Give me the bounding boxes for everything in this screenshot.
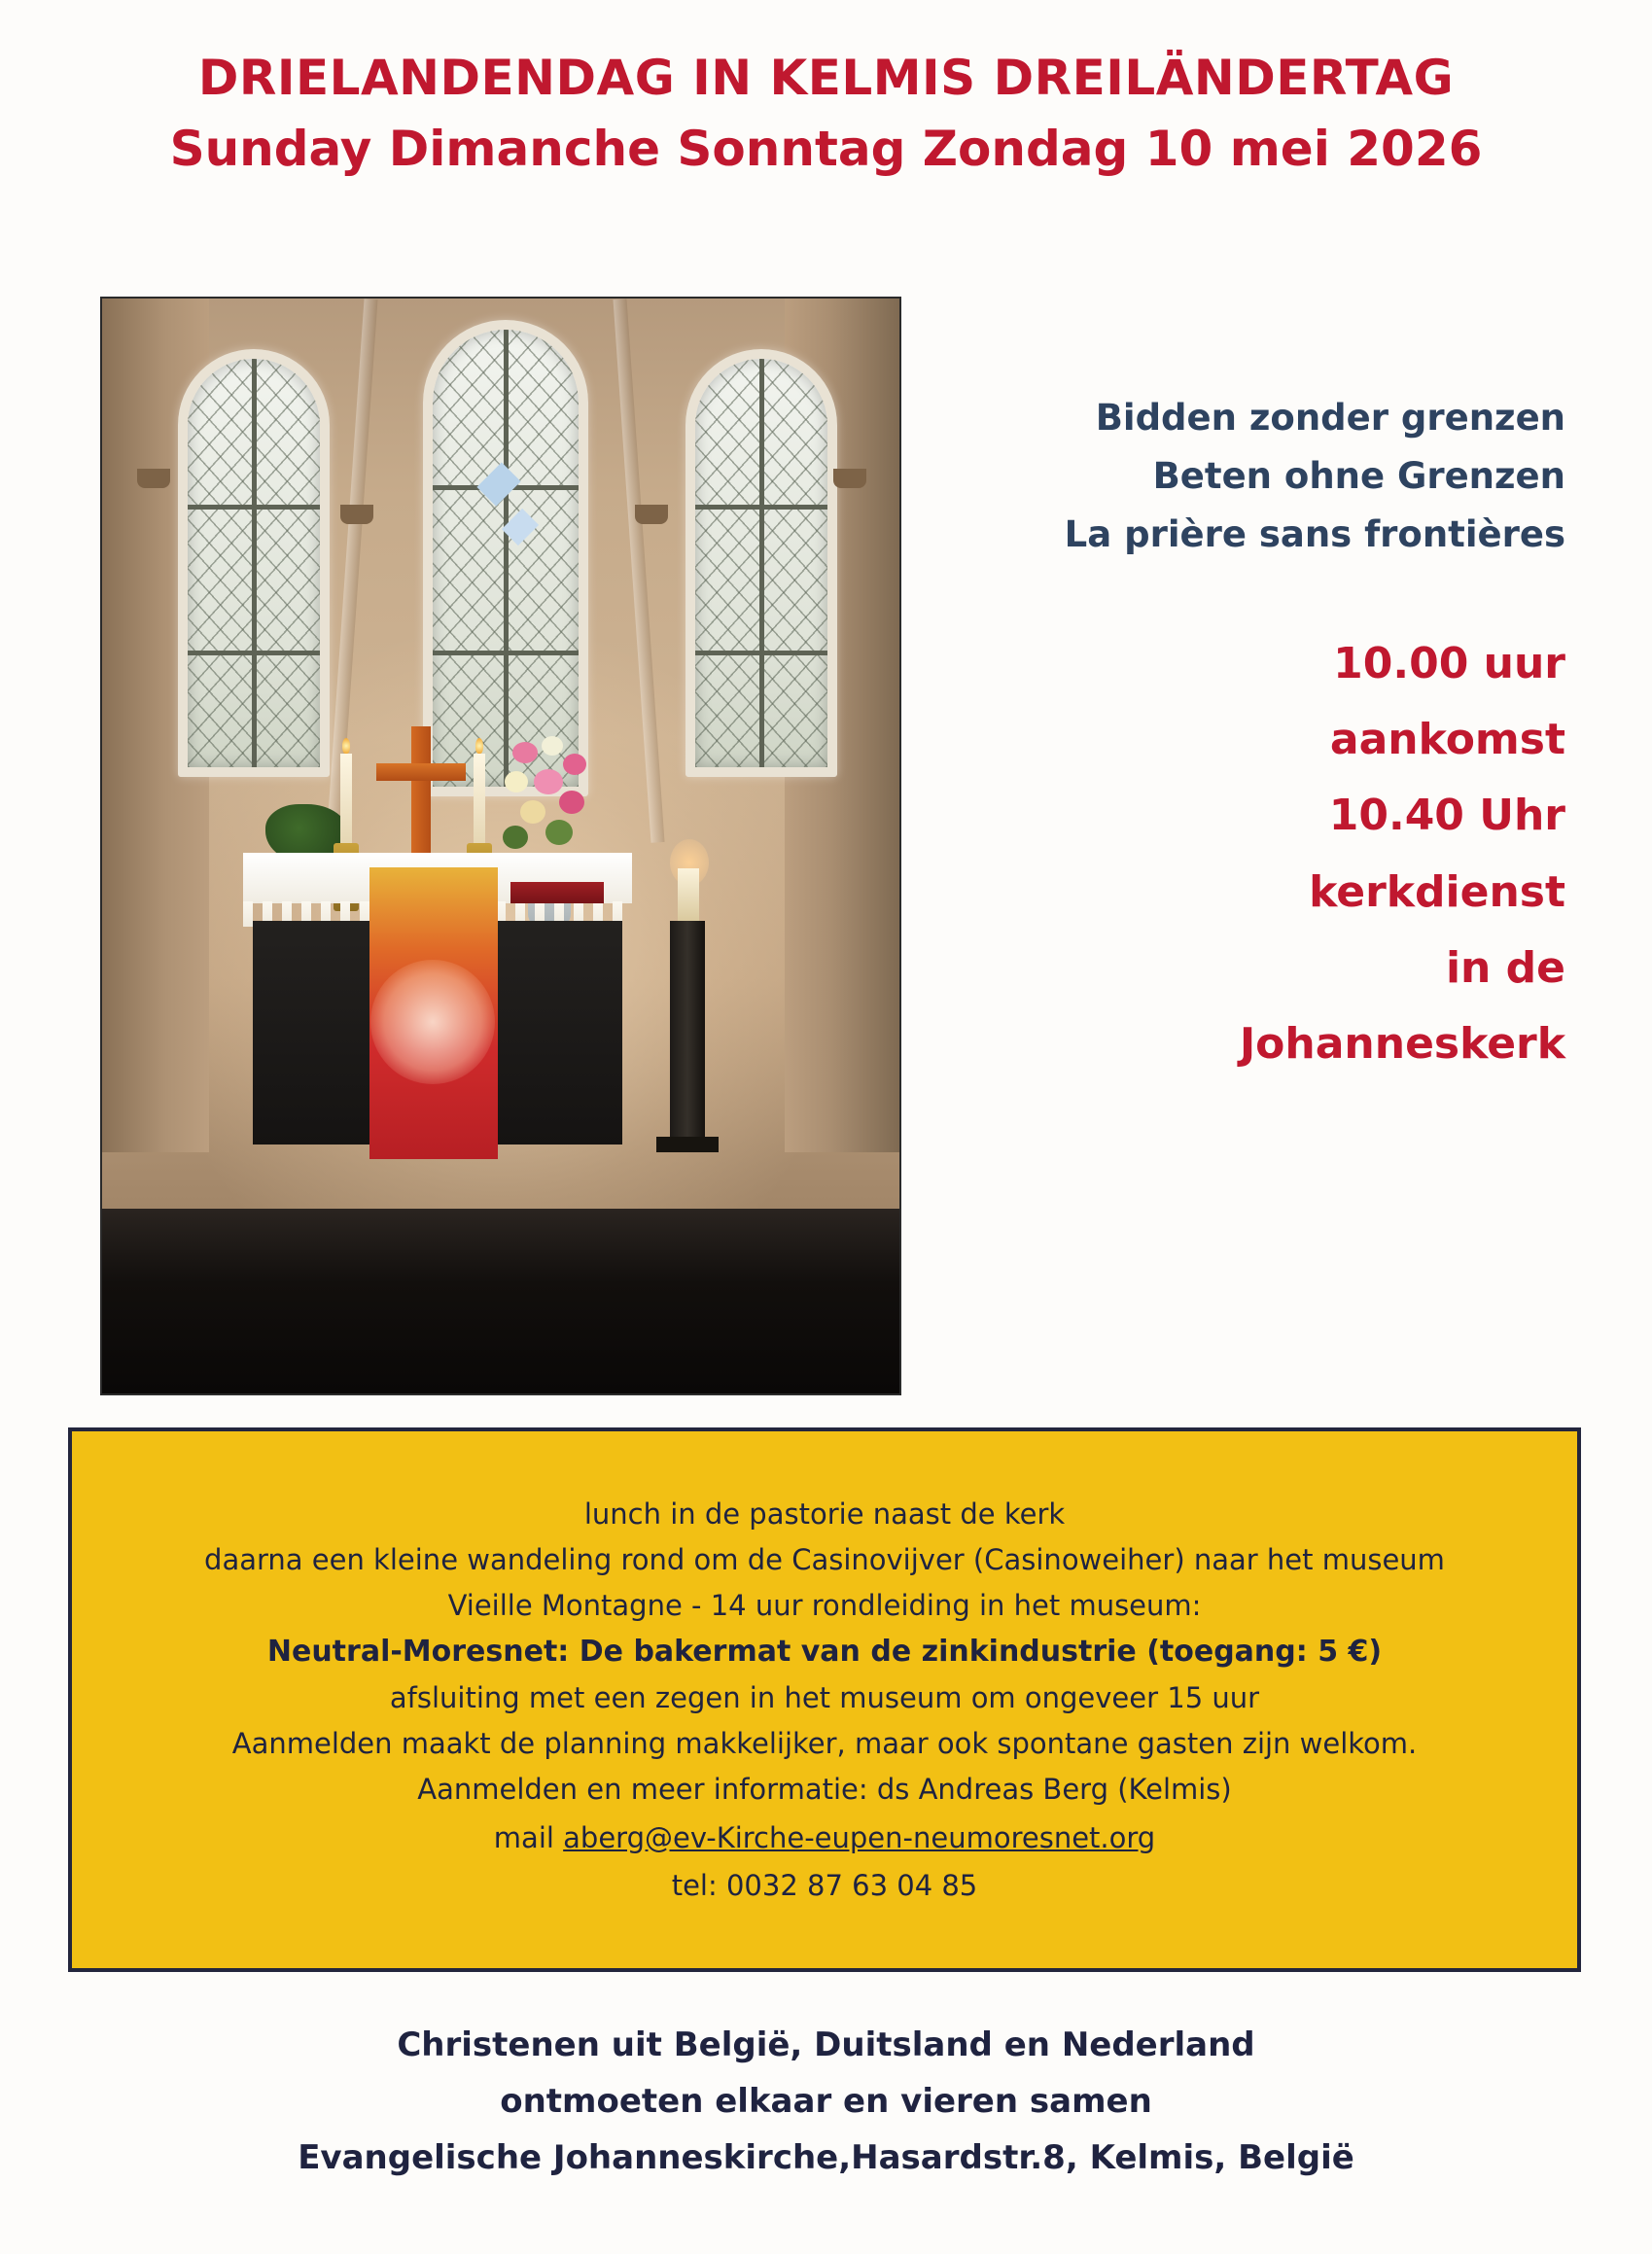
poster-title-block [0, 51, 1652, 182]
altar-candle-right [474, 754, 485, 843]
right-text-column [924, 389, 1565, 1083]
stained-glass-window-center [423, 320, 588, 796]
page-subtitle: Sunday Dimanche Sonntag Zondag 10 mei 2026 [169, 120, 1483, 177]
motto-line-3: La prière sans frontières [1064, 512, 1565, 555]
footer-line-2: ontmoeten elkaar en vieren samen [500, 2082, 1152, 2121]
photo-floor [102, 1209, 899, 1393]
flower [505, 771, 528, 792]
motto-line-1: Bidden zonder grenzen [1095, 397, 1565, 439]
paschal-candle [678, 868, 699, 923]
flower [520, 800, 545, 824]
candle-flame [475, 738, 483, 754]
candle-stand-base [656, 1137, 719, 1152]
schedule-line-2: aankomst [1329, 715, 1565, 765]
flower [542, 736, 563, 756]
programme-line-4: Neutral-Moresnet: De bakermat van de zinkindustrie (toegang: 5 €) [266, 1634, 1383, 1669]
wall-bracket [340, 505, 373, 524]
schedule-line-3: 10.40 Uhr [1328, 791, 1565, 841]
schedule-line-6: Johanneskerk [1239, 1019, 1565, 1070]
window-mullion [759, 359, 764, 767]
footer-block [0, 2005, 1652, 2198]
schedule-line-5: in de [1445, 943, 1565, 994]
wall-bracket [137, 469, 170, 488]
programme-line-7: Aanmelden en meer informatie: ds Andreas Berg (Kelmis) [417, 1772, 1232, 1806]
flower [512, 742, 538, 763]
flower-bouquet [499, 736, 604, 863]
footer-line-3: Evangelische Johanneskirche,Hasardstr.8, Kelmis, België [298, 2138, 1354, 2177]
page-title: DRIELANDENDAG IN KELMIS DREILÄNDERTAG [197, 50, 1455, 106]
window-transom [188, 651, 320, 655]
foliage [503, 826, 528, 849]
wall-bracket [635, 505, 668, 524]
candle-stand [670, 921, 705, 1145]
candle-flame [342, 738, 350, 754]
programme-line-6: Aanmelden maakt de planning makkelijker, maar ook spontane gasten zijn welkom. [231, 1726, 1418, 1760]
altar-cross-bar [376, 763, 466, 781]
red-book [510, 882, 604, 903]
contact-mail-line [494, 1821, 1155, 1854]
flower [559, 791, 584, 814]
flower [534, 769, 563, 794]
church-interior-photo [100, 297, 901, 1395]
contact-phone: tel: 0032 87 63 04 85 [671, 1868, 978, 1902]
schedule-block [924, 626, 1565, 1083]
programme-line-5: afsluiting met een zegen in het museum om ongeveer 15 uur [389, 1680, 1260, 1714]
programme-line-2: daarna een kleine wandeling rond om de Casinovijver (Casinoweiher) naar het museum [204, 1542, 1445, 1576]
window-mullion [504, 330, 509, 787]
schedule-line-1: 10.00 uur [1333, 638, 1565, 688]
foliage [545, 820, 573, 845]
wall-bracket [833, 469, 866, 488]
schedule-line-4: kerkdienst [1309, 866, 1565, 917]
mail-label: mail [493, 1820, 564, 1854]
window-transom [433, 651, 579, 655]
altar-banner-circle [370, 960, 495, 1084]
window-mullion [252, 359, 257, 767]
email-link[interactable]: aberg@ev-Kirche-eupen-neumoresnet.org [563, 1820, 1156, 1854]
stained-glass-window-right [685, 349, 837, 777]
flower [563, 754, 586, 775]
window-transom [695, 651, 827, 655]
altar-cross [411, 726, 431, 872]
footer-line-1: Christenen uit België, Duitsland en Nederland [397, 2025, 1255, 2064]
window-transom [188, 505, 320, 510]
altar-candle-left [340, 754, 352, 843]
stained-glass-window-left [178, 349, 330, 777]
programme-line-1: lunch in de pastorie naast de kerk [583, 1497, 1066, 1531]
window-transom [695, 505, 827, 510]
programme-box [68, 1427, 1581, 1972]
motto-line-2: Beten ohne Grenzen [1152, 454, 1565, 497]
programme-line-3: Vieille Montagne - 14 uur rondleiding in het museum: [447, 1588, 1202, 1622]
